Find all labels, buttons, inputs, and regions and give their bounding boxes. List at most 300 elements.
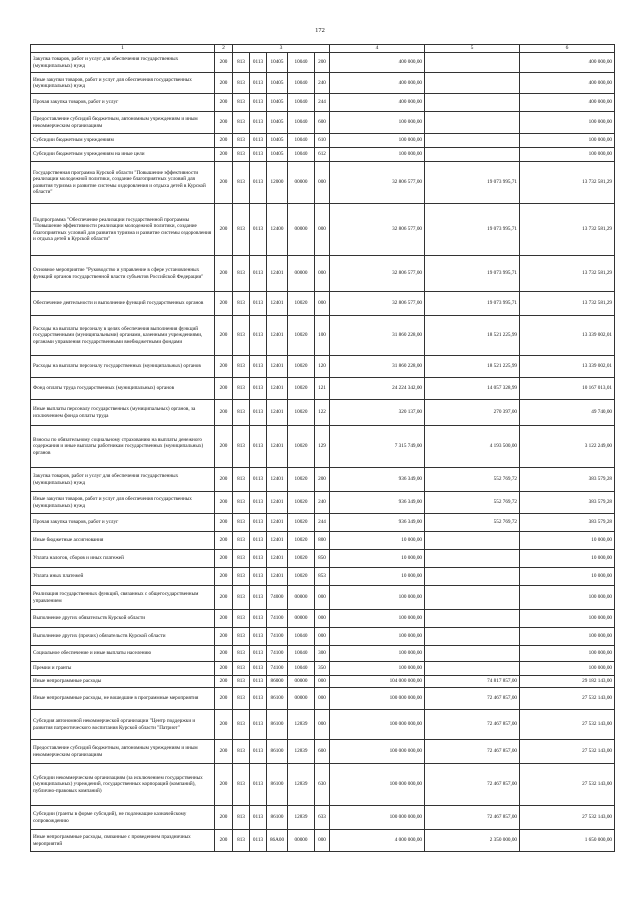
row-name: Иные бюджетные ассигнования bbox=[31, 532, 215, 550]
code-program: 10405 bbox=[267, 53, 288, 73]
code-direction: 00000 bbox=[288, 586, 315, 610]
code-subsection: 0113 bbox=[250, 568, 267, 586]
code-subsection: 0113 bbox=[250, 492, 267, 514]
code-section: 200 bbox=[215, 568, 233, 586]
code-expense-type: 000 bbox=[315, 162, 330, 204]
code-section: 200 bbox=[215, 532, 233, 550]
code-direction: 10020 bbox=[288, 292, 315, 316]
code-expense-type: 000 bbox=[315, 256, 330, 292]
code-section: 200 bbox=[215, 426, 233, 468]
amount-executed bbox=[425, 610, 520, 628]
code-direction: 10020 bbox=[288, 356, 315, 378]
amount-executed bbox=[425, 148, 520, 162]
code-expense-type: 100 bbox=[315, 316, 330, 356]
code-department: 813 bbox=[233, 426, 250, 468]
amount-approved: 104 000 000,00 bbox=[330, 676, 425, 688]
table-row bbox=[31, 134, 615, 148]
code-expense-type: 240 bbox=[315, 73, 330, 94]
amount-approved: 4 000 000,00 bbox=[330, 830, 425, 852]
table-row bbox=[31, 610, 615, 628]
amount-unexecuted: 383 579,28 bbox=[520, 492, 615, 514]
amount-executed: 4 193 500,00 bbox=[425, 426, 520, 468]
amount-approved: 936 349,00 bbox=[330, 468, 425, 492]
code-section: 200 bbox=[215, 492, 233, 514]
amount-approved: 10 000,00 bbox=[330, 550, 425, 568]
code-direction: 10040 bbox=[288, 134, 315, 148]
code-expense-type: 000 bbox=[315, 204, 330, 256]
code-subsection: 0113 bbox=[250, 468, 267, 492]
amount-unexecuted: 49 740,00 bbox=[520, 400, 615, 426]
code-section: 200 bbox=[215, 73, 233, 94]
code-subsection: 0113 bbox=[250, 112, 267, 134]
code-direction: 10020 bbox=[288, 426, 315, 468]
code-direction: 10020 bbox=[288, 316, 315, 356]
code-program: 86100 bbox=[267, 710, 288, 740]
amount-executed bbox=[425, 646, 520, 662]
amount-approved: 24 224 342,00 bbox=[330, 378, 425, 400]
table-row bbox=[31, 468, 615, 492]
code-department: 813 bbox=[233, 492, 250, 514]
code-section: 200 bbox=[215, 676, 233, 688]
code-department: 813 bbox=[233, 550, 250, 568]
code-program: 10405 bbox=[267, 148, 288, 162]
code-department: 813 bbox=[233, 646, 250, 662]
table-row bbox=[31, 688, 615, 710]
code-subsection: 0113 bbox=[250, 586, 267, 610]
table-row bbox=[31, 378, 615, 400]
row-name: Иные непрограммные расходы bbox=[31, 676, 215, 688]
row-name: Реализация государственных функций, связанных с общегосударственным управлением bbox=[31, 586, 215, 610]
table-row bbox=[31, 292, 615, 316]
code-program: 86100 bbox=[267, 740, 288, 764]
amount-approved: 400 000,00 bbox=[330, 94, 425, 112]
code-expense-type: 000 bbox=[315, 292, 330, 316]
amount-unexecuted: 13 732 581,29 bbox=[520, 292, 615, 316]
amount-executed: 18 521 225,99 bbox=[425, 356, 520, 378]
code-department: 813 bbox=[233, 73, 250, 94]
code-direction: 12839 bbox=[288, 710, 315, 740]
row-name: Субсидии некоммерческим организациям (за исключением государственных (муниципальных) учреждений, государственных корпораций (компаний), публично-правовых компаний) bbox=[31, 764, 215, 806]
code-department: 813 bbox=[233, 53, 250, 73]
code-program: 12400 bbox=[267, 204, 288, 256]
amount-approved: 100 000,00 bbox=[330, 628, 425, 646]
row-name: Взносы по обязательному социальному страхованию на выплаты денежного содержания и иные выплаты работникам государственных (муниципальных) органов bbox=[31, 426, 215, 468]
code-section: 200 bbox=[215, 204, 233, 256]
code-direction: 10020 bbox=[288, 550, 315, 568]
code-section: 200 bbox=[215, 628, 233, 646]
code-department: 813 bbox=[233, 688, 250, 710]
amount-unexecuted: 1 650 000,00 bbox=[520, 830, 615, 852]
table-row bbox=[31, 356, 615, 378]
code-department: 813 bbox=[233, 568, 250, 586]
amount-approved: 100 000,00 bbox=[330, 646, 425, 662]
code-program: 12401 bbox=[267, 468, 288, 492]
code-expense-type: 000 bbox=[315, 610, 330, 628]
amount-unexecuted: 100 000,00 bbox=[520, 610, 615, 628]
amount-approved: 100 000,00 bbox=[330, 610, 425, 628]
code-department: 813 bbox=[233, 292, 250, 316]
code-direction: 00000 bbox=[288, 610, 315, 628]
code-section: 200 bbox=[215, 830, 233, 852]
amount-approved: 10 000,00 bbox=[330, 568, 425, 586]
code-direction: 10020 bbox=[288, 532, 315, 550]
amount-executed bbox=[425, 586, 520, 610]
amount-unexecuted: 27 532 143,00 bbox=[520, 764, 615, 806]
code-direction: 10040 bbox=[288, 628, 315, 646]
amount-executed bbox=[425, 550, 520, 568]
row-name: Фонд оплаты труда государственных (муниципальных) органов bbox=[31, 378, 215, 400]
code-section: 200 bbox=[215, 94, 233, 112]
code-department: 813 bbox=[233, 586, 250, 610]
code-program: 12401 bbox=[267, 568, 288, 586]
table-row bbox=[31, 628, 615, 646]
code-direction: 12839 bbox=[288, 764, 315, 806]
amount-approved: 32 806 577,00 bbox=[330, 256, 425, 292]
code-expense-type: 200 bbox=[315, 53, 330, 73]
code-subsection: 0113 bbox=[250, 830, 267, 852]
amount-approved: 100 000 000,00 bbox=[330, 806, 425, 830]
header-col-6: 6 bbox=[520, 45, 615, 53]
code-subsection: 0113 bbox=[250, 134, 267, 148]
code-section: 200 bbox=[215, 148, 233, 162]
row-name: Предоставление субсидий бюджетным, автономным учреждениям и иным некоммерческим организациям bbox=[31, 112, 215, 134]
code-section: 200 bbox=[215, 586, 233, 610]
amount-unexecuted: 100 000,00 bbox=[520, 134, 615, 148]
row-name: Уплата налогов, сборов и иных платежей bbox=[31, 550, 215, 568]
amount-unexecuted: 383 579,28 bbox=[520, 514, 615, 532]
table-row bbox=[31, 740, 615, 764]
amount-unexecuted: 100 000,00 bbox=[520, 662, 615, 676]
table-row bbox=[31, 94, 615, 112]
header-col-1: 1 bbox=[31, 45, 215, 53]
code-subsection: 0113 bbox=[250, 550, 267, 568]
amount-executed bbox=[425, 73, 520, 94]
amount-approved: 936 349,00 bbox=[330, 514, 425, 532]
amount-executed bbox=[425, 53, 520, 73]
header-row bbox=[31, 45, 615, 53]
code-subsection: 0113 bbox=[250, 378, 267, 400]
table-row bbox=[31, 830, 615, 852]
table-row bbox=[31, 256, 615, 292]
row-name: Выполнение других обязательств Курской области bbox=[31, 610, 215, 628]
table-row bbox=[31, 646, 615, 662]
code-direction: 10040 bbox=[288, 53, 315, 73]
row-name: Иные закупки товаров, работ и услуг для обеспечения государственных (муниципальных) нужд bbox=[31, 73, 215, 94]
header-col-2: 2 bbox=[215, 45, 233, 53]
amount-unexecuted: 10 000,00 bbox=[520, 532, 615, 550]
code-program: 10405 bbox=[267, 134, 288, 148]
amount-approved: 100 000,00 bbox=[330, 586, 425, 610]
code-direction: 12839 bbox=[288, 806, 315, 830]
code-section: 200 bbox=[215, 378, 233, 400]
table-row bbox=[31, 514, 615, 532]
code-program: 74100 bbox=[267, 646, 288, 662]
row-name: Субсидии бюджетным учреждениям на иные цели bbox=[31, 148, 215, 162]
code-subsection: 0113 bbox=[250, 676, 267, 688]
code-expense-type: 610 bbox=[315, 134, 330, 148]
code-department: 813 bbox=[233, 830, 250, 852]
code-expense-type: 612 bbox=[315, 148, 330, 162]
page-number: 172 bbox=[315, 27, 325, 34]
code-department: 813 bbox=[233, 628, 250, 646]
table-row bbox=[31, 806, 615, 830]
code-expense-type: 850 bbox=[315, 550, 330, 568]
amount-unexecuted: 100 000,00 bbox=[520, 148, 615, 162]
row-name: Субсидия автономной некоммерческой организации "Центр поддержки и развития патриотического воспитания Курской области "Патриот" bbox=[31, 710, 215, 740]
code-section: 200 bbox=[215, 662, 233, 676]
amount-unexecuted: 13 732 581,29 bbox=[520, 162, 615, 204]
code-department: 813 bbox=[233, 468, 250, 492]
code-subsection: 0113 bbox=[250, 662, 267, 676]
amount-executed: 72 467 857,00 bbox=[425, 764, 520, 806]
code-subsection: 0113 bbox=[250, 740, 267, 764]
amount-unexecuted: 27 532 143,00 bbox=[520, 806, 615, 830]
code-section: 200 bbox=[215, 514, 233, 532]
code-program: 12401 bbox=[267, 378, 288, 400]
code-direction: 10040 bbox=[288, 73, 315, 94]
amount-unexecuted: 13 339 002,01 bbox=[520, 356, 615, 378]
amount-approved: 936 349,00 bbox=[330, 492, 425, 514]
amount-unexecuted: 100 000,00 bbox=[520, 628, 615, 646]
code-section: 200 bbox=[215, 550, 233, 568]
code-department: 813 bbox=[233, 610, 250, 628]
row-name: Государственная программа Курской области "Повышение эффективности реализации молодежной политики, создание благоприятных условий для развития туризма и развитие системы оздоровления и отдыха детей в Курской области" bbox=[31, 162, 215, 204]
code-subsection: 0113 bbox=[250, 764, 267, 806]
code-department: 813 bbox=[233, 764, 250, 806]
code-department: 813 bbox=[233, 148, 250, 162]
table-row bbox=[31, 568, 615, 586]
code-department: 813 bbox=[233, 94, 250, 112]
amount-approved: 100 000,00 bbox=[330, 134, 425, 148]
code-direction: 10020 bbox=[288, 378, 315, 400]
code-direction: 00000 bbox=[288, 676, 315, 688]
code-section: 200 bbox=[215, 400, 233, 426]
table-row bbox=[31, 492, 615, 514]
header-col-4: 4 bbox=[330, 45, 425, 53]
code-program: 12401 bbox=[267, 492, 288, 514]
code-expense-type: 121 bbox=[315, 378, 330, 400]
code-department: 813 bbox=[233, 806, 250, 830]
table-row bbox=[31, 148, 615, 162]
code-program: 12401 bbox=[267, 316, 288, 356]
code-subsection: 0113 bbox=[250, 73, 267, 94]
code-subsection: 0113 bbox=[250, 292, 267, 316]
amount-approved: 32 806 577,00 bbox=[330, 204, 425, 256]
code-program: 10405 bbox=[267, 73, 288, 94]
code-department: 813 bbox=[233, 400, 250, 426]
code-program: 12401 bbox=[267, 550, 288, 568]
code-subsection: 0113 bbox=[250, 628, 267, 646]
amount-approved: 400 000,00 bbox=[330, 73, 425, 94]
code-department: 813 bbox=[233, 134, 250, 148]
header-col-5: 5 bbox=[425, 45, 520, 53]
code-expense-type: 600 bbox=[315, 740, 330, 764]
amount-unexecuted: 13 339 002,01 bbox=[520, 316, 615, 356]
code-subsection: 0113 bbox=[250, 162, 267, 204]
code-section: 200 bbox=[215, 646, 233, 662]
row-name: Иные непрограммные расходы, не вошедшие в программные мероприятия bbox=[31, 688, 215, 710]
amount-executed bbox=[425, 662, 520, 676]
row-name: Премии и гранты bbox=[31, 662, 215, 676]
code-expense-type: 000 bbox=[315, 688, 330, 710]
code-section: 200 bbox=[215, 740, 233, 764]
code-program: 10405 bbox=[267, 112, 288, 134]
amount-approved: 100 000,00 bbox=[330, 148, 425, 162]
code-direction: 00000 bbox=[288, 830, 315, 852]
amount-unexecuted: 27 532 143,00 bbox=[520, 688, 615, 710]
row-name: Обеспечение деятельности и выполнение функций государственных органов bbox=[31, 292, 215, 316]
code-section: 200 bbox=[215, 316, 233, 356]
code-department: 813 bbox=[233, 256, 250, 292]
table-row bbox=[31, 764, 615, 806]
code-program: 86000 bbox=[267, 676, 288, 688]
code-expense-type: 244 bbox=[315, 94, 330, 112]
code-program: 10405 bbox=[267, 94, 288, 112]
code-department: 813 bbox=[233, 532, 250, 550]
row-name: Иные непрограммные расходы, связанные с проведением праздничных мероприятий bbox=[31, 830, 215, 852]
amount-unexecuted: 100 000,00 bbox=[520, 646, 615, 662]
code-department: 813 bbox=[233, 316, 250, 356]
row-name: Прочая закупка товаров, работ и услуг bbox=[31, 514, 215, 532]
code-program: 12401 bbox=[267, 256, 288, 292]
code-expense-type: 000 bbox=[315, 830, 330, 852]
table-row bbox=[31, 162, 615, 204]
code-program: 86100 bbox=[267, 688, 288, 710]
amount-approved: 31 860 228,00 bbox=[330, 316, 425, 356]
code-department: 813 bbox=[233, 514, 250, 532]
amount-unexecuted: 383 579,28 bbox=[520, 468, 615, 492]
row-name: Иные закупки товаров, работ и услуг для обеспечения государственных (муниципальных) нужд bbox=[31, 492, 215, 514]
amount-executed: 552 769,72 bbox=[425, 468, 520, 492]
row-name: Прочая закупка товаров, работ и услуг bbox=[31, 94, 215, 112]
code-program: 12401 bbox=[267, 532, 288, 550]
amount-approved: 100 000 000,00 bbox=[330, 740, 425, 764]
code-department: 813 bbox=[233, 740, 250, 764]
amount-approved: 10 000,00 bbox=[330, 532, 425, 550]
table-row bbox=[31, 73, 615, 94]
code-subsection: 0113 bbox=[250, 688, 267, 710]
code-direction: 10040 bbox=[288, 94, 315, 112]
code-program: 74100 bbox=[267, 662, 288, 676]
code-direction: 00000 bbox=[288, 204, 315, 256]
amount-executed: 19 073 995,71 bbox=[425, 204, 520, 256]
code-direction: 10020 bbox=[288, 468, 315, 492]
amount-executed: 18 521 225,99 bbox=[425, 316, 520, 356]
code-subsection: 0113 bbox=[250, 646, 267, 662]
amount-unexecuted: 3 122 249,00 bbox=[520, 426, 615, 468]
code-direction: 10040 bbox=[288, 148, 315, 162]
code-expense-type: 200 bbox=[315, 468, 330, 492]
code-department: 813 bbox=[233, 356, 250, 378]
amount-executed: 19 073 995,71 bbox=[425, 162, 520, 204]
code-section: 200 bbox=[215, 764, 233, 806]
header-col-3: 3 bbox=[233, 45, 330, 53]
amount-executed bbox=[425, 628, 520, 646]
table-row bbox=[31, 676, 615, 688]
amount-approved: 320 137,00 bbox=[330, 400, 425, 426]
code-program: 12401 bbox=[267, 514, 288, 532]
code-program: 12000 bbox=[267, 162, 288, 204]
amount-unexecuted: 29 182 143,00 bbox=[520, 676, 615, 688]
code-section: 200 bbox=[215, 688, 233, 710]
amount-executed: 2 350 000,00 bbox=[425, 830, 520, 852]
row-name: Предоставление субсидий бюджетным, автономным учреждениям и иным некоммерческим организациям bbox=[31, 740, 215, 764]
amount-approved: 32 806 577,00 bbox=[330, 292, 425, 316]
code-direction: 10020 bbox=[288, 514, 315, 532]
amount-unexecuted: 13 732 581,29 bbox=[520, 256, 615, 292]
code-direction: 00000 bbox=[288, 688, 315, 710]
row-name: Выполнение других (прочих) обязательств Курской области bbox=[31, 628, 215, 646]
code-subsection: 0113 bbox=[250, 256, 267, 292]
row-name: Закупка товаров, работ и услуг для обеспечения государственных (муниципальных) нужд bbox=[31, 53, 215, 73]
code-expense-type: 129 bbox=[315, 426, 330, 468]
code-subsection: 0113 bbox=[250, 806, 267, 830]
row-name: Расходы на выплаты персоналу государственных (муниципальных) органов bbox=[31, 356, 215, 378]
amount-approved: 400 000,00 bbox=[330, 53, 425, 73]
table-row bbox=[31, 550, 615, 568]
amount-unexecuted: 13 732 581,29 bbox=[520, 204, 615, 256]
code-subsection: 0113 bbox=[250, 53, 267, 73]
code-expense-type: 000 bbox=[315, 628, 330, 646]
code-department: 813 bbox=[233, 676, 250, 688]
code-program: 12401 bbox=[267, 426, 288, 468]
code-expense-type: 122 bbox=[315, 400, 330, 426]
amount-unexecuted: 27 532 143,00 bbox=[520, 740, 615, 764]
code-program: 12401 bbox=[267, 292, 288, 316]
code-section: 200 bbox=[215, 710, 233, 740]
code-expense-type: 240 bbox=[315, 492, 330, 514]
row-name: Субсидии бюджетным учреждениям bbox=[31, 134, 215, 148]
amount-executed bbox=[425, 134, 520, 148]
amount-executed: 270 397,00 bbox=[425, 400, 520, 426]
amount-executed bbox=[425, 112, 520, 134]
table-row bbox=[31, 710, 615, 740]
amount-unexecuted: 400 000,00 bbox=[520, 53, 615, 73]
code-subsection: 0113 bbox=[250, 148, 267, 162]
code-direction: 10040 bbox=[288, 662, 315, 676]
code-department: 813 bbox=[233, 662, 250, 676]
amount-approved: 7 315 749,00 bbox=[330, 426, 425, 468]
code-program: 74100 bbox=[267, 628, 288, 646]
amount-unexecuted: 10 167 013,01 bbox=[520, 378, 615, 400]
code-department: 813 bbox=[233, 204, 250, 256]
code-section: 200 bbox=[215, 112, 233, 134]
budget-table bbox=[30, 44, 615, 852]
row-name: Уплата иных платежей bbox=[31, 568, 215, 586]
code-section: 200 bbox=[215, 162, 233, 204]
code-direction: 10020 bbox=[288, 568, 315, 586]
amount-executed bbox=[425, 568, 520, 586]
row-name: Подпрограмма "Обеспечение реализации государственной программы "Повышение эффективности реализации молодежной политики, создание благоприятных условий для развития туризма и развитие системы оздоровления и отдыха детей в Курской области" bbox=[31, 204, 215, 256]
table-row bbox=[31, 316, 615, 356]
amount-unexecuted: 400 000,00 bbox=[520, 94, 615, 112]
amount-executed: 72 467 857,00 bbox=[425, 710, 520, 740]
code-direction: 12839 bbox=[288, 740, 315, 764]
amount-executed: 19 073 995,71 bbox=[425, 256, 520, 292]
table-row bbox=[31, 426, 615, 468]
code-expense-type: 350 bbox=[315, 662, 330, 676]
code-section: 200 bbox=[215, 134, 233, 148]
code-expense-type: 300 bbox=[315, 646, 330, 662]
code-section: 200 bbox=[215, 256, 233, 292]
amount-executed: 552 769,72 bbox=[425, 514, 520, 532]
amount-executed bbox=[425, 94, 520, 112]
code-program: 86100 bbox=[267, 764, 288, 806]
code-section: 200 bbox=[215, 53, 233, 73]
code-subsection: 0113 bbox=[250, 710, 267, 740]
table-row bbox=[31, 400, 615, 426]
amount-executed: 74 817 857,00 bbox=[425, 676, 520, 688]
